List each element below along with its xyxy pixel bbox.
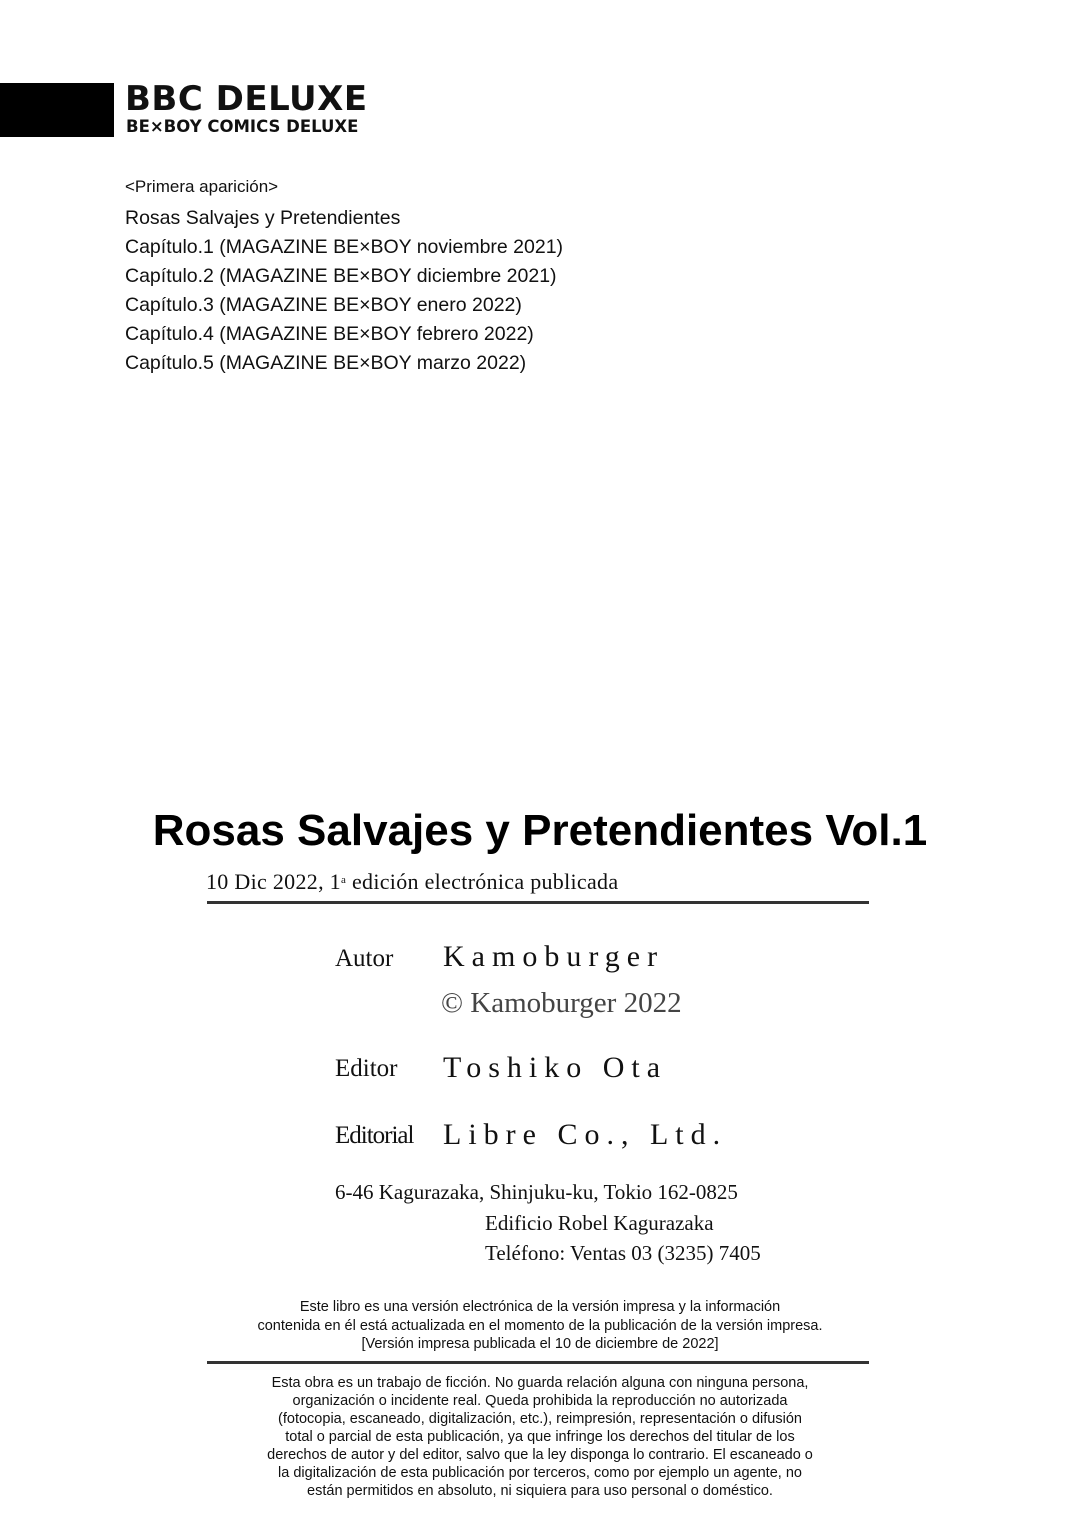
notice-line: Este libro es una versión electrónica de la versión impresa y la información <box>299 1299 781 1315</box>
book-title: Rosas Salvajes y Pretendientes Vol.1 <box>152 806 928 855</box>
legal-line: están permitidos en absoluto, ni siquiera para uso personal o doméstico. <box>307 1483 773 1499</box>
legal-line: derechos de autor y del editor, salvo que la ley disponga lo contrario. El escaneado o <box>267 1447 813 1463</box>
edition-ordinal: a <box>340 874 347 886</box>
edition-date-text: 10 Dic 2022, 1 <box>206 869 341 894</box>
logo-subtitle: BE×BOY COMICS DELUXE <box>126 117 359 136</box>
legal-line: organización o incidente real. Queda prohibida la reproducción no autorizada <box>292 1393 788 1409</box>
edition-date-suffix: edición electrónica publicada <box>346 869 619 894</box>
address-line: Edificio Robel Kagurazaka <box>485 1210 714 1235</box>
copyright-notice: © Kamoburger 2022 <box>441 987 682 1019</box>
divider <box>207 901 869 904</box>
notice-line: contenida en él está actualizada en el momento de la publicación de la versión impresa. <box>257 1317 823 1334</box>
legal-line: Esta obra es un trabajo de ficción. No guarda relación alguna con ninguna persona, <box>271 1375 809 1391</box>
editor-name: Toshiko Ota <box>443 1051 668 1084</box>
legal-line: total o parcial de esta publicación, ya que infringe los derechos del titular de los <box>285 1429 795 1445</box>
address-line: 6-46 Kagurazaka, Shinjuku-ku, Tokio 162-0825 <box>335 1180 738 1204</box>
first-appearance-heading: <Primera aparición> <box>125 177 279 196</box>
publisher-label: Editorial <box>335 1122 414 1149</box>
author-label: Autor <box>335 945 394 972</box>
electronic-version-notice <box>0 1298 1080 1354</box>
publisher-address <box>335 1177 761 1269</box>
legal-disclaimer <box>0 1374 1080 1500</box>
logo-title: BBC DELUXE <box>125 79 368 119</box>
first-appearance-section <box>125 176 563 378</box>
logo-black-bar <box>0 83 114 137</box>
edition-date <box>206 868 618 896</box>
divider <box>207 1361 869 1364</box>
legal-line: (fotocopia, escaneado, digitalización, etc.), reimpresión, representación o difusión <box>278 1411 802 1427</box>
author-name: Kamoburger <box>443 940 665 973</box>
publisher-name: Libre Co., Ltd. <box>443 1118 728 1151</box>
notice-line: [Versión impresa publicada el 10 de diciembre de 2022] <box>361 1336 719 1352</box>
legal-line: la digitalización de esta publicación por terceros, como por ejemplo un agente, no <box>278 1465 802 1481</box>
chapter-line: Capítulo.1 (MAGAZINE BE×BOY noviembre 2021) <box>125 236 564 258</box>
chapter-line: Capítulo.2 (MAGAZINE BE×BOY diciembre 2021) <box>125 265 557 287</box>
chapter-line: Capítulo.4 (MAGAZINE BE×BOY febrero 2022) <box>125 323 534 345</box>
chapter-line: Capítulo.5 (MAGAZINE BE×BOY marzo 2022) <box>125 352 527 374</box>
phone-line: Teléfono: Ventas 03 (3235) 7405 <box>485 1241 761 1265</box>
series-name: Rosas Salvajes y Pretendientes <box>125 207 401 229</box>
chapter-line: Capítulo.3 (MAGAZINE BE×BOY enero 2022) <box>125 294 522 316</box>
editor-label: Editor <box>335 1055 398 1082</box>
